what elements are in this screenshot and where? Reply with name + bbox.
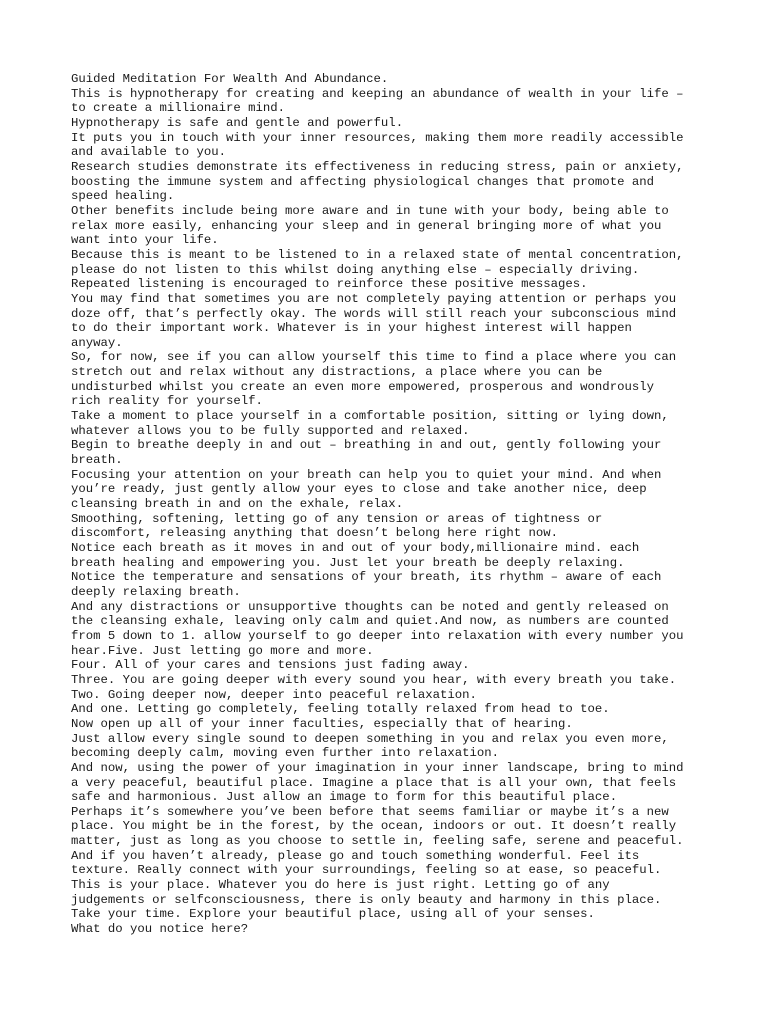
text-line: And one. Letting go completely, feeling totally relaxed from head to toe.	[71, 702, 610, 717]
text-line: texture. Really connect with your surroundings, feeling so at ease, so peaceful.	[71, 863, 662, 878]
text-line: Perhaps it’s somewhere you’ve been before that seems familiar or maybe it’s a new	[71, 804, 669, 819]
text-line: Other benefits include being more aware and in tune with your body, being able to	[71, 203, 669, 218]
text-line: hear.Five. Just letting go more and more.	[71, 643, 374, 658]
text-line: Begin to breathe deeply in and out – breathing in and out, gently following your	[71, 438, 662, 453]
text-line: boosting the immune system and affecting physiological changes that promote and	[71, 174, 654, 189]
text-line: to create a millionaire mind.	[71, 101, 286, 116]
text-line: Now open up all of your inner faculties, especially that of hearing.	[71, 716, 573, 731]
text-line: Because this is meant to be listened to in a relaxed state of mental concentration,	[71, 247, 684, 262]
text-line: please do not listen to this whilst doing anything else – especially driving.	[71, 262, 640, 277]
text-line: to do their important work. Whatever is in your highest interest will happen	[71, 321, 632, 336]
text-line: whatever allows you to be fully supported and relaxed.	[71, 423, 470, 438]
text-line: stretch out and relax without any distractions, a place where you can be	[71, 365, 603, 380]
text-line: Two. Going deeper now, deeper into peaceful relaxation.	[71, 687, 477, 702]
text-line: Notice the temperature and sensations of your breath, its rhythm – aware of each	[71, 570, 662, 585]
text-line: Hypnotherapy is safe and gentle and powerful.	[71, 115, 404, 130]
text-line: And now, using the power of your imagination in your inner landscape, bring to mind	[71, 760, 684, 775]
text-line: Three. You are going deeper with every sound you hear, with every breath you take.	[71, 672, 677, 687]
text-line: you’re ready, just gently allow your eyes to close and take another nice, deep	[71, 482, 647, 497]
text-line: breath.	[71, 453, 123, 468]
document-title: Guided Meditation For Wealth And Abundance.	[71, 72, 389, 86]
text-line: And if you haven’t already, please go and touch something wonderful. Feel its	[71, 848, 640, 863]
text-line: Repeated listening is encouraged to reinforce these positive messages.	[71, 277, 588, 292]
text-line: from 5 down to 1. allow yourself to go deeper into relaxation with every number you	[71, 628, 684, 643]
text-line: Four. All of your cares and tensions just fading away.	[71, 658, 470, 673]
text-line: and available to you.	[71, 145, 226, 160]
text-line: place. You might be in the forest, by the ocean, indoors or out. It doesn’t really	[71, 819, 677, 834]
text-line: want into your life.	[71, 233, 219, 248]
text-line: safe and harmonious. Just allow an image to form for this beautiful place.	[71, 790, 618, 805]
text-line: What do you notice here?	[71, 922, 249, 937]
text-line: Take a moment to place yourself in a comfortable position, sitting or lying down,	[71, 409, 669, 424]
text-line: So, for now, see if you can allow yourself this time to find a place where you can	[71, 350, 677, 365]
text-line: anyway.	[71, 335, 123, 350]
text-line: Research studies demonstrate its effectiveness in reducing stress, pain or anxiety,	[71, 159, 684, 174]
text-line: breath healing and empowering you. Just let your breath be deeply relaxing.	[71, 555, 625, 570]
text-line: This is hypnotherapy for creating and keeping an abundance of wealth in your life –	[71, 86, 684, 101]
text-line: matter, just as long as you choose to settle in, feeling safe, serene and peaceful.	[71, 834, 684, 849]
text-line: And any distractions or unsupportive thoughts can be noted and gently released on	[71, 599, 669, 614]
text-line: the cleansing exhale, leaving only calm and quiet.And now, as numbers are counted	[71, 614, 669, 629]
text-line: judgements or selfconsciousness, there is only beauty and harmony in this place.	[71, 892, 662, 907]
text-line: Just allow every single sound to deepen something in you and relax you even more,	[71, 731, 669, 746]
text-line: deeply relaxing breath.	[71, 584, 241, 599]
text-line: Smoothing, softening, letting go of any tension or areas of tightness or	[71, 511, 603, 526]
text-line: Notice each breath as it moves in and out of your body,millionaire mind. each	[71, 541, 640, 555]
text-line: cleansing breath in and on the exhale, relax.	[71, 497, 404, 512]
text-line: relax more easily, enhancing your sleep and in general bringing more of what you	[71, 218, 662, 233]
text-line: speed healing.	[71, 189, 175, 204]
text-line: rich reality for yourself.	[71, 394, 263, 409]
document-page	[71, 72, 711, 937]
text-line: This is your place. Whatever you do here is just right. Letting go of any	[71, 878, 610, 893]
text-line: discomfort, releasing anything that doesn’t belong here right now.	[71, 526, 559, 541]
text-line: a very peaceful, beautiful place. Imagine a place that is all your own, that feels	[71, 775, 677, 790]
text-line: Focusing your attention on your breath can help you to quiet your mind. And when	[71, 467, 662, 482]
text-line: undisturbed whilst you create an even more empowered, prosperous and wondrously	[71, 379, 654, 394]
text-line: Take your time. Explore your beautiful place, using all of your senses.	[71, 907, 595, 922]
text-line: You may find that sometimes you are not completely paying attention or perhaps you	[71, 291, 677, 306]
text-line: becoming deeply calm, moving even further into relaxation.	[71, 746, 500, 761]
text-line: doze off, that’s perfectly okay. The words will still reach your subconscious mind	[71, 306, 677, 321]
text-line: It puts you in touch with your inner resources, making them more readily accessible	[71, 130, 684, 145]
